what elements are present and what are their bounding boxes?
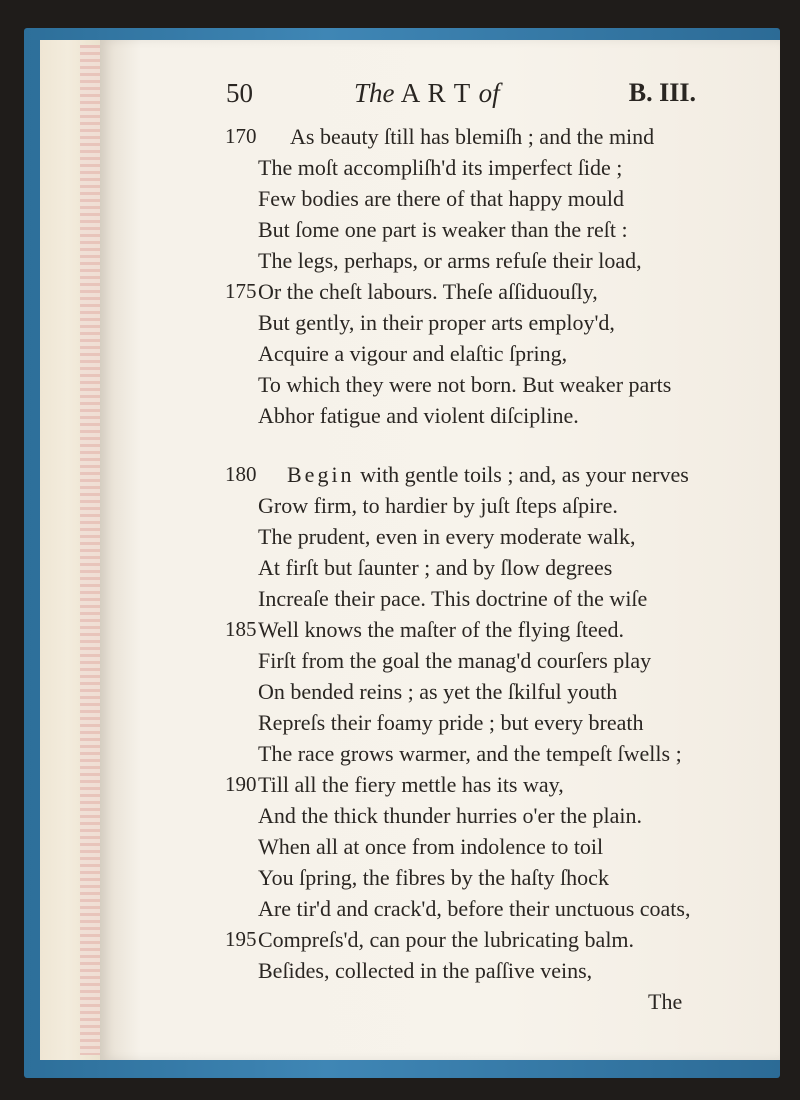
verse-line: Till all the fiery mettle has its way,: [258, 772, 564, 797]
verse-line: At firſt but ſaunter ; and by ſlow degrees: [258, 555, 613, 580]
verse-line: Increaſe their pace. This doctrine of the wiſe: [258, 586, 648, 611]
title-art: A R T: [400, 78, 471, 108]
verse-line: Acquire a vigour and elaſtic ſpring,: [258, 341, 568, 366]
verse-line: Few bodies are there of that happy mould: [258, 186, 624, 211]
verse-line: Or the cheſt labours. Theſe aſſiduouſly,: [258, 279, 598, 304]
verse-line: Firſt from the goal the manag'd courſers play: [258, 648, 652, 673]
line-number: 180: [225, 462, 257, 486]
verse-line: The prudent, even in every moderate walk,: [258, 524, 636, 549]
line-number: 175: [225, 279, 257, 303]
verse-line: The legs, perhaps, or arms refuſe their load,: [258, 248, 642, 273]
verse-line: But gently, in their proper arts employ'd,: [258, 310, 615, 335]
verse-line: Are tir'd and crack'd, before their unctuous coats,: [258, 896, 691, 921]
verse-line: The race grows warmer, and the tempeſt ſwells ;: [258, 741, 682, 766]
verse-line: But ſome one part is weaker than the reſt :: [258, 217, 628, 242]
verse-line: [287, 462, 689, 492]
verse-line: To which they were not born. But weaker parts: [258, 372, 672, 397]
verse-line: Beſides, collected in the paſſive veins,: [258, 958, 593, 983]
verse-line: As beauty ſtill has blemiſh ; and the mind: [290, 124, 655, 149]
verse-line-rest: with gentle toils ; and, as your nerves: [354, 462, 689, 487]
verse-line: When all at once from indolence to toil: [258, 834, 604, 859]
verse-line: You ſpring, the fibres by the haſty ſhock: [258, 865, 609, 890]
verse-line: The moſt accompliſh'd its imperfect ſide ;: [258, 155, 623, 180]
verse-line: On bended reins ; as yet the ſkilful youth: [258, 679, 618, 704]
line-number: 190: [225, 772, 257, 796]
verse-line: Repreſs their foamy pride ; but every breath: [258, 710, 644, 735]
verse-line: Compreſs'd, can pour the lubricating balm.: [258, 927, 635, 952]
running-header: [226, 78, 696, 118]
verse-line: Abhor fatigue and violent diſcipline.: [258, 403, 579, 428]
section-lead-word: Begin: [287, 462, 355, 487]
verse-line: And the thick thunder hurries o'er the plain.: [258, 803, 642, 828]
running-title: [354, 78, 500, 109]
verse-line: Well knows the maſter of the flying ſteed.: [258, 617, 625, 642]
title-the: The: [354, 78, 395, 108]
page-number: 50: [226, 78, 253, 108]
book-number: B. III.: [628, 78, 696, 107]
verse-line: Grow firm, to hardier by juſt ſteps aſpire.: [258, 493, 618, 518]
line-number: 170: [225, 124, 257, 148]
spine-edge-pattern: [80, 45, 102, 1055]
line-number: 185: [225, 617, 257, 641]
title-of: of: [478, 78, 500, 108]
catchword: The: [648, 989, 683, 1014]
line-number: 195: [225, 927, 257, 951]
